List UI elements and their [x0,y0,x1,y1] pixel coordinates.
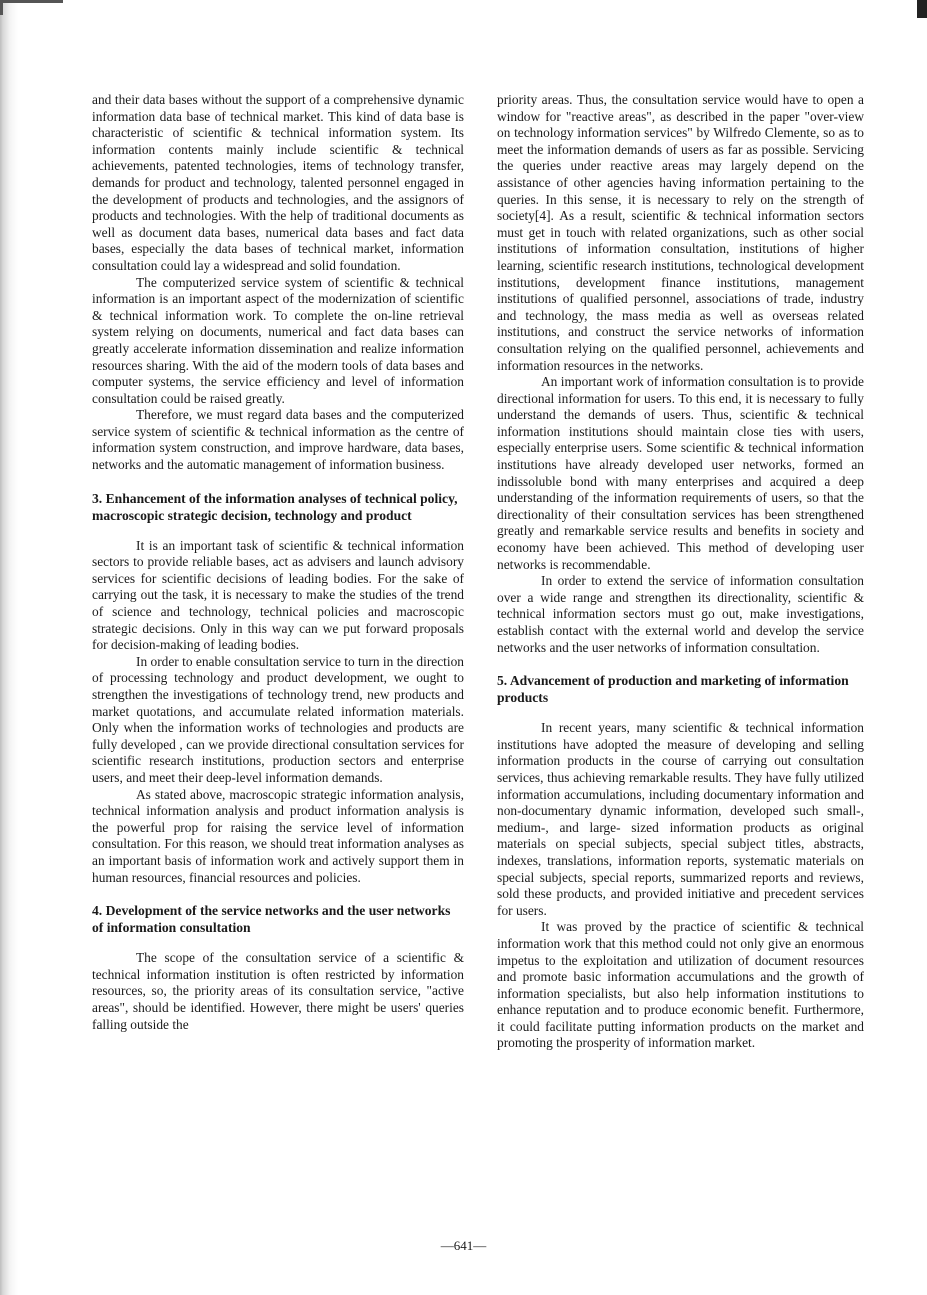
paragraph-continued-right: priority areas. Thus, the consultation service would have to open a window for "reactive areas", as described in the paper "over-view on technology information services" by Wilfredo Clemente, so as to meet the information demands of users as far as possible. Servicing the queries under reactive areas may largely depend on the assistance of other agencies having information pertaining to the queries. In this sense, it is necessary to rely on the strength of society[4]. As a result, scientific & technical information sectors must get in touch with related organizations, such as other social institutions of information consultation, institutions of higher learning, scientific research institutions, technological development institutions, development finance institutions, management institutions of qualified personnel, associations of trade, industry and technology, the mass media as well as overseas related institutions, and construct the service networks of information consultation relying on the qualified personnel, achievements and information resources in the networks. [497,92,864,373]
paragraph-extend-service: In order to extend the service of information consultation over a wide range and strengthen its directionality, scientific & technical information sectors must go out, make investigations, establish contact with the external world and develop the service networks and the user networks of information consultation. [497,573,864,655]
section-heading-5: 5. Advancement of production and marketing of information products [497,673,849,706]
paragraph-continued: and their data bases without the support of a comprehensive dynamic information data base of technical market. This kind of data base is characteristic of scientific & technical information system. Its information contents mainly include scientific & technical achievements, patented technologies, items of technology transfer, demands for product and technology, talented personnel engaged in the development of products and technologies, and the assignors of products and technologies. With the help of traditional documents as well as document data bases, numerical data bases and fact data bases, especially the data bases of technical market, information consultation could lay a widespread and solid foundation. [92,92,464,273]
paragraph-therefore: Therefore, we must regard data bases and the computerized service system of scientific & technical information as the centre of information system construction, and improve hardware, data bases, networks and the automatic management of information business. [92,407,464,473]
scan-corner-mark [0,0,63,15]
left-column [92,92,464,1033]
paragraph-important-task: It is an important task of scientific & technical information sectors to provide reliable bases, act as advisers and launch advisory services for scientific decisions of leading bodies. For the sake of carrying out the task, it is necessary to make the studies of the trend of science and technology, technical policies and macroscopic strategic decisions. Only in this way can we put forward proposals for decision-making of leading bodies. [92,537,464,653]
paragraph-important-work: An important work of information consultation is to provide directional information for users. To this end, it is necessary to fully understand the demands of users. Thus, scientific & technical information institutions should maintain close ties with users, especially enterprise users. Some scientific & technical information institutions have already developed user networks, formed an indissoluble bond with many enterprises and acquired a deep understanding of the information requirements of users, so that the directionality of their consultation services has been strengthened greatly and remarkable service results and benefits in society and economy have been achieved. This method of developing user networks is recommendable. [497,374,864,572]
section-heading-3: 3. Enhancement of the information analyses of technical policy, macroscopic strategic decision, technology and product [92,490,458,523]
right-column [497,92,864,1052]
paragraph-in-order: In order to enable consultation service to turn in the direction of processing technology and product development, we ought to strengthen the investigations of technology trend, new products and market quotations, and accumulate related information materials. Only when the information works of technologies and products are fully developed , can we provide directional consultation services for scientific research institutions, production sectors and enterprise users, and meet their deep-level information demands. [92,653,464,785]
paragraph-scope: The scope of the consultation service of a scientific & technical information institution is often restricted by information resources, so, the priority areas of its consultation service, "active areas", should be identified. However, there might be users' queries falling outside the [92,950,464,1032]
page-number: —641— [440,1238,487,1253]
section-heading-4: 4. Development of the service networks and the user networks of information consultation [92,903,451,936]
paragraph-recent-years: In recent years, many scientific & technical information institutions have adopted the measure of developing and selling information products in the course of carrying out consultation services, thus achieving remarkable results. They have fully utilized information accumulations, including documentary information and non-documentary dynamic information, developed such small-, medium-, and large- sized information products as original materials on special subjects, special subject titles, abstracts, indexes, translations, information reports, systematic materials on special subjects, special reports, summarized reports and reviews, sold these products, and provided initiative and precedent services for users. [497,720,864,918]
paragraph-as-stated: As stated above, macroscopic strategic information analysis, technical information analysis and product information analysis is the powerful prop for raising the service level of information consultation. For this reason, we should treat information analyses as an important basis of information work and actively support them in human resources, financial resources and policies. [92,786,464,885]
paragraph-proved: It was proved by the practice of scientific & technical information work that this method could not only give an enormous impetus to the exploitation and utilization of document resources and promote basic information accumulations and the growth of information specialists, but also help information institutions to enhance reputation and to produce economic benefit. Furthermore, it could facilitate putting information products on the market and promoting the prosperity of information market. [497,919,864,1051]
scan-edge-left [0,0,18,1295]
paragraph-computerized-service: The computerized service system of scientific & technical information is an important aspect of the modernization of scientific & technical information work. To complete the on-line retrieval system relying on documents, numerical and fact data bases can greatly accelerate information dissemination and realize information resources sharing. With the aid of the modern tools of data bases and computer systems, the service efficiency and level of information consultation could be raised greatly. [92,274,464,406]
scan-corner-mark-right [917,0,927,18]
